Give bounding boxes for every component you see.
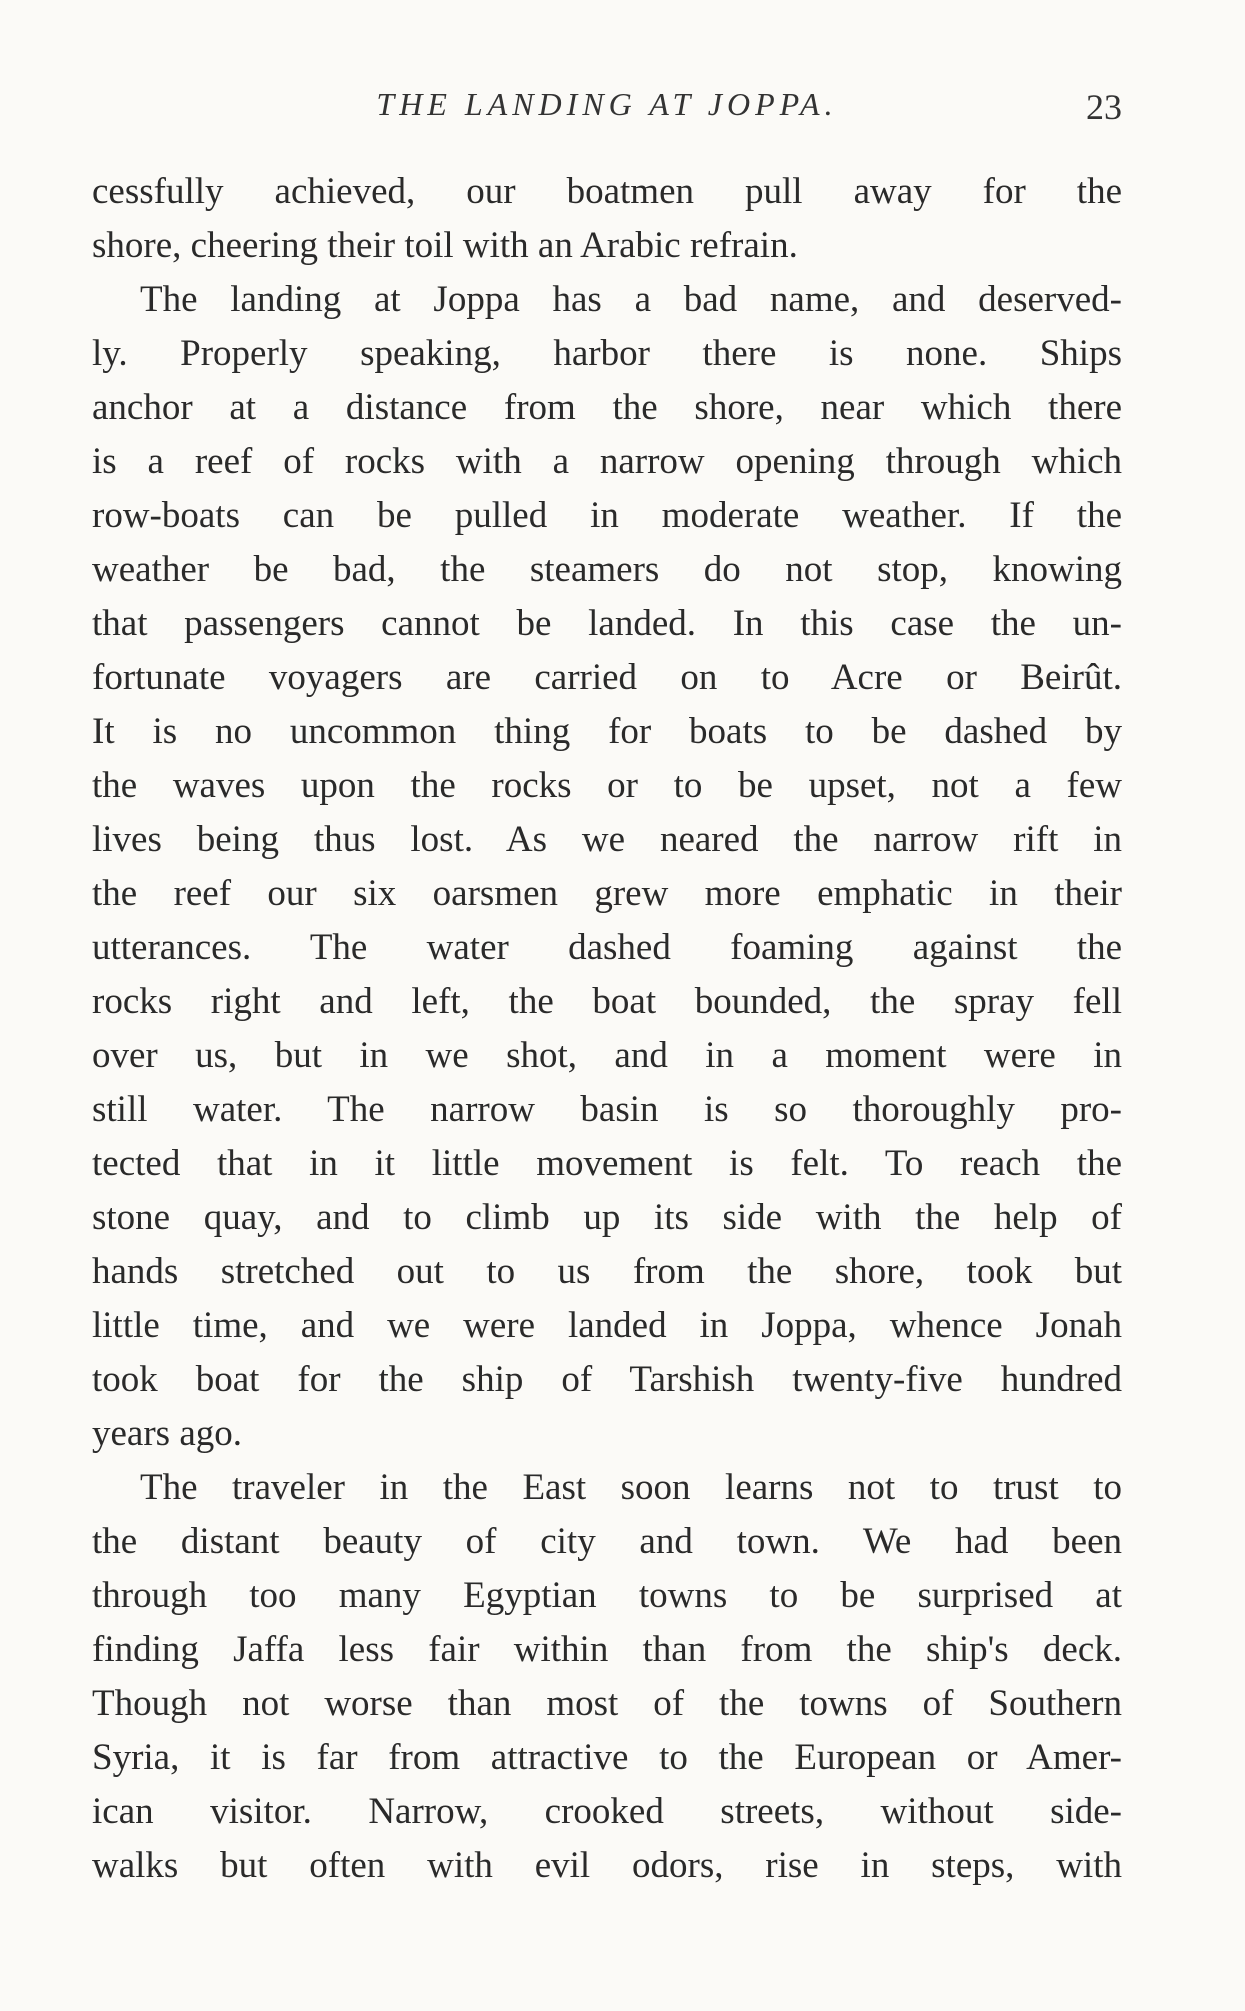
- text-line: Though not worse than most of the towns of Southern: [92, 1683, 1122, 1724]
- text-line: the distant beauty of city and town. We had been: [92, 1521, 1122, 1562]
- text-line: cessfully achieved, our boatmen pull away for the: [92, 171, 1122, 212]
- text-line: weather be bad, the steamers do not stop, knowing: [92, 549, 1122, 590]
- text-line: It is no uncommon thing for boats to be dashed by: [92, 711, 1122, 752]
- text-line: finding Jaffa less fair within than from the ship's deck.: [92, 1629, 1122, 1670]
- text-line: The traveler in the East soon learns not to trust to: [140, 1467, 1122, 1508]
- text-line: utterances. The water dashed foaming against the: [92, 927, 1122, 968]
- text-line: the reef our six oarsmen grew more emphatic in their: [92, 873, 1122, 914]
- text-line: row-boats can be pulled in moderate weather. If the: [92, 495, 1122, 536]
- text-line: fortunate voyagers are carried on to Acre or Beirût.: [92, 657, 1122, 698]
- text-line: over us, but in we shot, and in a moment were in: [92, 1035, 1122, 1076]
- text-line: shore, cheering their toil with an Arabic refrain.: [92, 225, 798, 266]
- running-title: THE LANDING AT JOPPA.: [376, 86, 838, 122]
- text-line: stone quay, and to climb up its side with the help of: [92, 1197, 1122, 1238]
- text-line: the waves upon the rocks or to be upset, not a few: [92, 765, 1122, 806]
- body-text: [92, 165, 1122, 1893]
- text-line: lives being thus lost. As we neared the narrow rift in: [92, 819, 1122, 860]
- text-line: took boat for the ship of Tarshish twenty-five hundred: [92, 1359, 1122, 1400]
- text-line: years ago.: [92, 1413, 242, 1454]
- text-line: Syria, it is far from attractive to the European or Amer-: [92, 1737, 1122, 1778]
- running-head: [92, 86, 1122, 136]
- text-line: ly. Properly speaking, harbor there is none. Ships: [92, 333, 1122, 374]
- text-line: anchor at a distance from the shore, near which there: [92, 387, 1122, 428]
- text-line: little time, and we were landed in Joppa, whence Jonah: [92, 1305, 1122, 1346]
- text-line: ican visitor. Narrow, crooked streets, without side-: [92, 1791, 1122, 1832]
- text-line: tected that in it little movement is felt. To reach the: [92, 1143, 1122, 1184]
- text-line: The landing at Joppa has a bad name, and deserved-: [140, 279, 1122, 320]
- text-line: hands stretched out to us from the shore, took but: [92, 1251, 1122, 1292]
- text-line: is a reef of rocks with a narrow opening through which: [92, 441, 1122, 482]
- text-line: still water. The narrow basin is so thoroughly pro-: [92, 1089, 1122, 1130]
- text-line: walks but often with evil odors, rise in steps, with: [92, 1845, 1122, 1886]
- page-number: 23: [1086, 87, 1122, 127]
- text-line: that passengers cannot be landed. In this case the un-: [92, 603, 1122, 644]
- text-line: through too many Egyptian towns to be surprised at: [92, 1575, 1122, 1616]
- text-line: rocks right and left, the boat bounded, the spray fell: [92, 981, 1122, 1022]
